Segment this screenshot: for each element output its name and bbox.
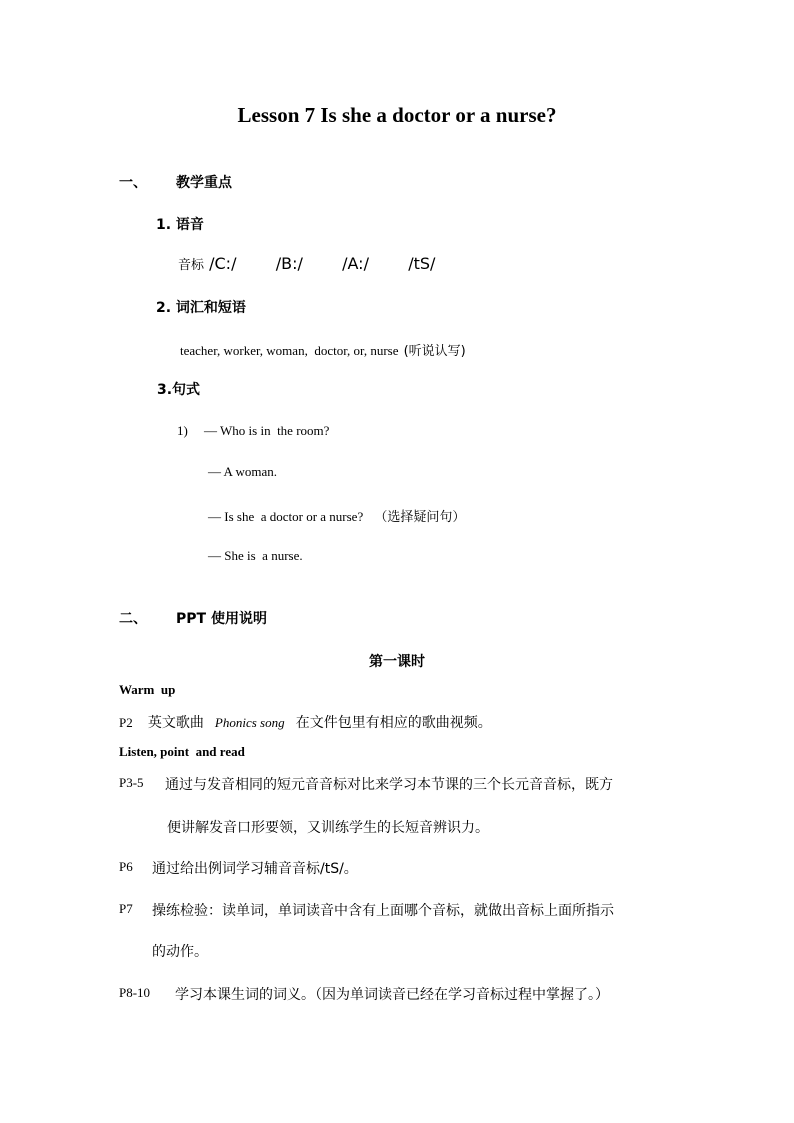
section-2-heading: PPT 使用说明 <box>176 611 267 627</box>
warm-up-line <box>119 712 492 732</box>
warm-up-text-b: 在文件包里有相应的歌曲视频。 <box>295 715 492 731</box>
sentence-number: 1) <box>177 423 188 438</box>
section-2-number: 二、 <box>119 611 147 627</box>
p3-line-1: 通过与发音相同的短元音音标对比来学习本节课的三个长元音音标，既方 <box>165 777 613 793</box>
p3-line-2: 便讲解发音口形要领，又训练学生的长短音辨识力。 <box>167 820 489 836</box>
sentences-heading: 3.句式 <box>157 382 201 398</box>
sentence-line-3: — Is she a doctor or a nurse? <box>208 509 364 524</box>
section-1-number: 一、 <box>119 175 147 191</box>
page-title: Lesson 7 Is she a doctor or a nurse? <box>237 103 557 127</box>
p6-page: P6 <box>119 859 133 874</box>
warm-up-page: P2 <box>119 715 133 730</box>
sentence-note: （选择疑问句） <box>374 510 466 525</box>
p8-page: P8-10 <box>119 985 151 1000</box>
p3-page: P3-5 <box>119 775 144 790</box>
p6-text: 通过给出例词学习辅音音标/tS/。 <box>152 861 358 877</box>
sentence-line-3-row <box>208 506 465 525</box>
lesson-period-heading: 第一课时 <box>369 654 425 670</box>
p7-page: P7 <box>119 901 133 916</box>
phonetics-prefix: 音标 <box>178 258 205 273</box>
phonetics-heading: 1. 语音 <box>156 217 204 233</box>
sentence-line-1: — Who is in the room? <box>204 423 330 438</box>
song-title: Phonics song <box>214 715 285 730</box>
listen-heading: Listen, point and read <box>119 744 245 759</box>
warm-up-text-a: 英文歌曲 <box>147 715 204 731</box>
vocab-line <box>180 340 466 359</box>
vocab-heading: 2. 词汇和短语 <box>156 300 246 316</box>
section-1-heading: 教学重点 <box>176 175 232 191</box>
vocab-note: (听说认写) <box>403 344 466 359</box>
p7-line-2: 的动作。 <box>152 944 208 960</box>
warm-up-heading: Warm up <box>119 682 176 697</box>
phonetics-line <box>178 254 435 273</box>
sentence-line-4: — She is a nurse. <box>208 548 303 563</box>
p7-line-1: 操练检验：读单词，单词读音中含有上面哪个音标，就做出音标上面所指示 <box>152 903 614 919</box>
sentence-line-2: — A woman. <box>208 464 277 479</box>
vocab-words: teacher, worker, woman, doctor, or, nurse <box>180 343 399 358</box>
phonetic-symbols: /C:/ /B:/ /A:/ /tS/ <box>209 254 436 273</box>
p8-text: 学习本课生词的词义。（因为单词读音已经在学习音标过程中掌握了。） <box>175 987 609 1003</box>
